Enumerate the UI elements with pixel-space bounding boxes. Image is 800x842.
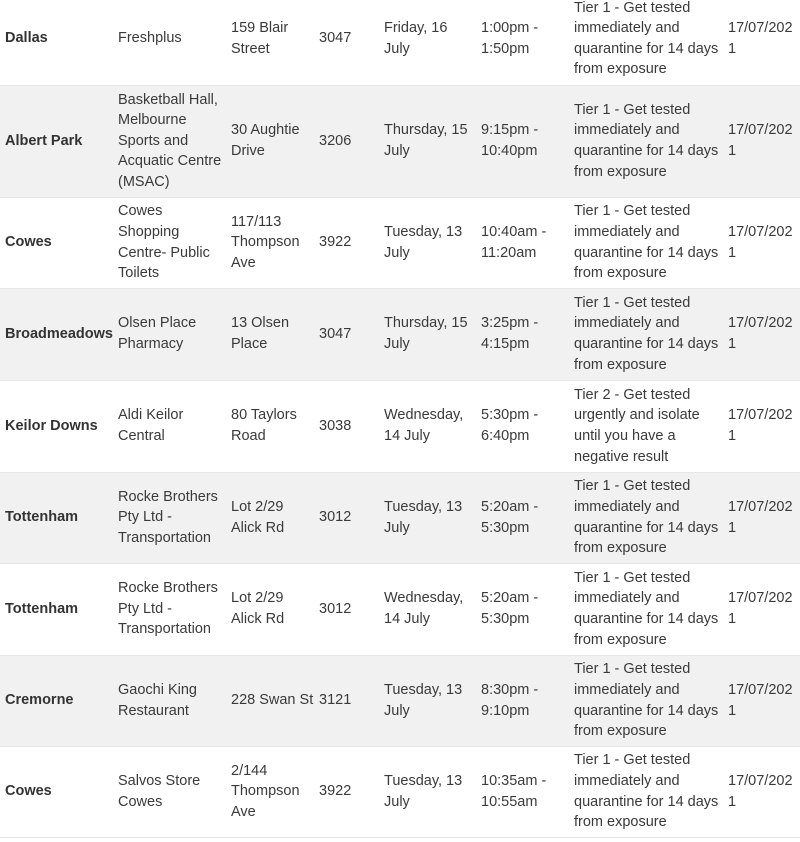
address-cell: 159 Blair Street: [226, 0, 314, 85]
time-cell: 5:30pm - 6:40pm: [476, 380, 569, 472]
time-cell: 5:20am - 5:30pm: [476, 563, 569, 655]
notes-cell: Tier 1 - Get tested immediately and quarantine for 14 days from exposure: [569, 472, 723, 563]
table-row: [0, 197, 800, 288]
notes-cell: Tier 1 - Get tested immediately and quarantine for 14 days from exposure: [569, 197, 723, 288]
site-cell: Basketball Hall, Melbourne Sports and Acquatic Centre (MSAC): [114, 85, 226, 197]
date-cell: Tuesday, 13 July: [382, 655, 476, 746]
postcode-cell: 3121: [314, 655, 382, 746]
table-row: [0, 288, 800, 380]
date-cell: Wednesday, 14 July: [382, 563, 476, 655]
postcode-cell: 3047: [314, 288, 382, 380]
time-cell: 8:30pm - 9:10pm: [476, 655, 569, 746]
table-row: [0, 472, 800, 563]
time-cell: 5:20am - 5:30pm: [476, 472, 569, 563]
notes-cell: Tier 1 - Get tested immediately and quarantine for 14 days from exposure: [569, 85, 723, 197]
postcode-cell: 3038: [314, 380, 382, 472]
date-added-cell: 17/07/2021: [723, 563, 800, 655]
suburb-cell: Cowes: [0, 746, 114, 837]
date-added-cell: 17/07/2021: [723, 746, 800, 837]
date-cell: Tuesday, 13 July: [382, 472, 476, 563]
site-cell: Salvos Store Cowes: [114, 746, 226, 837]
date-added-cell: 17/07/2021: [723, 655, 800, 746]
suburb-cell: Dallas: [0, 0, 114, 85]
site-cell: Freshplus: [114, 0, 226, 85]
date-added-cell: 17/07/2021: [723, 472, 800, 563]
time-cell: 10:40am - 11:20am: [476, 197, 569, 288]
address-cell: 30 Aughtie Drive: [226, 85, 314, 197]
site-cell: Gaochi King Restaurant: [114, 655, 226, 746]
suburb-cell: Keilor Downs: [0, 380, 114, 472]
time-cell: 1:00pm - 1:50pm: [476, 0, 569, 85]
suburb-cell: Broadmeadows: [0, 288, 114, 380]
address-cell: 13 Olsen Place: [226, 288, 314, 380]
postcode-cell: 3012: [314, 563, 382, 655]
time-cell: 10:35am - 10:55am: [476, 746, 569, 837]
date-cell: Wednesday, 14 July: [382, 380, 476, 472]
table-row: [0, 655, 800, 746]
address-cell: Lot 2/29 Alick Rd: [226, 563, 314, 655]
site-cell: Olsen Place Pharmacy: [114, 288, 226, 380]
suburb-cell: Cowes: [0, 197, 114, 288]
address-cell: 2/144 Thompson Ave: [226, 746, 314, 837]
postcode-cell: 3922: [314, 746, 382, 837]
date-added-cell: 17/07/2021: [723, 0, 800, 85]
site-cell: Rocke Brothers Pty Ltd - Transportation: [114, 563, 226, 655]
date-added-cell: 17/07/2021: [723, 288, 800, 380]
date-cell: Tuesday, 13 July: [382, 197, 476, 288]
notes-cell: Tier 2 - Get tested urgently and isolate until you have a negative result: [569, 380, 723, 472]
postcode-cell: 3047: [314, 0, 382, 85]
date-cell: Friday, 16 July: [382, 0, 476, 85]
site-cell: Rocke Brothers Pty Ltd - Transportation: [114, 472, 226, 563]
notes-cell: Tier 1 - Get tested immediately and quarantine for 14 days from exposure: [569, 655, 723, 746]
site-cell: Aldi Keilor Central: [114, 380, 226, 472]
postcode-cell: 3206: [314, 85, 382, 197]
date-added-cell: 17/07/2021: [723, 380, 800, 472]
address-cell: 80 Taylors Road: [226, 380, 314, 472]
table-row: [0, 746, 800, 837]
time-cell: 9:15pm - 10:40pm: [476, 85, 569, 197]
suburb-cell: Cremorne: [0, 655, 114, 746]
date-cell: Thursday, 15 July: [382, 85, 476, 197]
suburb-cell: Tottenham: [0, 472, 114, 563]
table-row: [0, 0, 800, 85]
notes-cell: Tier 1 - Get tested immediately and quarantine for 14 days from exposure: [569, 0, 723, 85]
notes-cell: Tier 1 - Get tested immediately and quarantine for 14 days from exposure: [569, 288, 723, 380]
site-cell: Cowes Shopping Centre- Public Toilets: [114, 197, 226, 288]
postcode-cell: 3012: [314, 472, 382, 563]
date-added-cell: 17/07/2021: [723, 85, 800, 197]
suburb-cell: Albert Park: [0, 85, 114, 197]
time-cell: 3:25pm - 4:15pm: [476, 288, 569, 380]
notes-cell: Tier 1 - Get tested immediately and quarantine for 14 days from exposure: [569, 746, 723, 837]
table-row: [0, 85, 800, 197]
date-added-cell: 17/07/2021: [723, 197, 800, 288]
address-cell: Lot 2/29 Alick Rd: [226, 472, 314, 563]
address-cell: 117/113 Thompson Ave: [226, 197, 314, 288]
table-row: [0, 380, 800, 472]
suburb-cell: Tottenham: [0, 563, 114, 655]
date-cell: Tuesday, 13 July: [382, 746, 476, 837]
postcode-cell: 3922: [314, 197, 382, 288]
date-cell: Thursday, 15 July: [382, 288, 476, 380]
table-row: [0, 563, 800, 655]
notes-cell: Tier 1 - Get tested immediately and quarantine for 14 days from exposure: [569, 563, 723, 655]
address-cell: 228 Swan St: [226, 655, 314, 746]
